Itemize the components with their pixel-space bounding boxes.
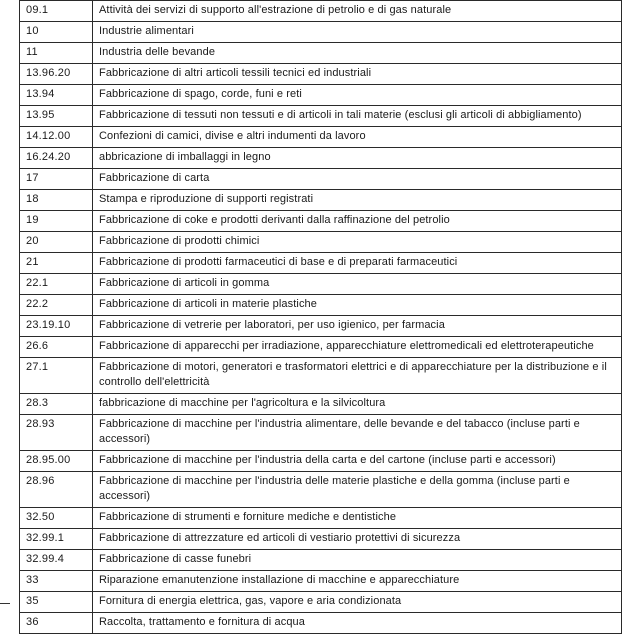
table-row xyxy=(20,106,622,127)
activity-description-cell: Fabbricazione di macchine per l'industria delle materie plastiche e della gomma (incluse parti e accessori) xyxy=(93,472,622,508)
activity-code-cell: 27.1 xyxy=(20,358,93,394)
activity-code-cell: 13.94 xyxy=(20,85,93,106)
table-row xyxy=(20,415,622,451)
activity-code-cell: 28.96 xyxy=(20,472,93,508)
table-row xyxy=(20,148,622,169)
activity-description-cell: Fabbricazione di spago, corde, funi e reti xyxy=(93,85,622,106)
table-row xyxy=(20,232,622,253)
activity-code-cell: 32.99.1 xyxy=(20,529,93,550)
activity-code-cell: 28.95.00 xyxy=(20,451,93,472)
activity-description-cell: Fabbricazione di carta xyxy=(93,169,622,190)
activity-code-cell: 22.2 xyxy=(20,295,93,316)
table-row xyxy=(20,190,622,211)
activity-code-cell: 21 xyxy=(20,253,93,274)
activity-description-cell: Riparazione emanutenzione installazione di macchine e apparecchiature xyxy=(93,571,622,592)
table-row xyxy=(20,274,622,295)
activity-description-cell: abbricazione di imballaggi in legno xyxy=(93,148,622,169)
activity-code-cell: 19 xyxy=(20,211,93,232)
activity-description-cell: Fabbricazione di coke e prodotti derivanti dalla raffinazione del petrolio xyxy=(93,211,622,232)
table-row xyxy=(20,211,622,232)
table-row xyxy=(20,394,622,415)
activity-description-cell: Fabbricazione di tessuti non tessuti e di articoli in tali materie (esclusi gli articoli di abbigliamento) xyxy=(93,106,622,127)
table-row xyxy=(20,451,622,472)
activity-code-cell: 32.50 xyxy=(20,508,93,529)
activity-description-cell: Fabbricazione di motori, generatori e trasformatori elettrici e di apparecchiature per la distribuzione e il controllo dell'elettricità xyxy=(93,358,622,394)
activity-code-cell: 14.12.00 xyxy=(20,127,93,148)
activity-description-cell: Fabbricazione di altri articoli tessili tecnici ed industriali xyxy=(93,64,622,85)
activity-code-cell: 28.3 xyxy=(20,394,93,415)
activity-code-cell: 26.6 xyxy=(20,337,93,358)
activity-description-cell: Fabbricazione di strumenti e forniture mediche e dentistiche xyxy=(93,508,622,529)
activity-description-cell: Fabbricazione di vetrerie per laboratori, per uso igienico, per farmacia xyxy=(93,316,622,337)
activity-description-cell: Raccolta, trattamento e fornitura di acqua xyxy=(93,613,622,634)
activity-code-cell: 09.1 xyxy=(20,1,93,22)
margin-mark xyxy=(0,603,10,604)
table-row xyxy=(20,337,622,358)
activity-description-cell: Fabbricazione di prodotti farmaceutici di base e di preparati farmaceutici xyxy=(93,253,622,274)
activity-code-cell: 23.19.10 xyxy=(20,316,93,337)
activity-code-cell: 28.93 xyxy=(20,415,93,451)
activity-description-cell: Stampa e riproduzione di supporti registrati xyxy=(93,190,622,211)
activity-description-cell: Fabbricazione di attrezzature ed articoli di vestiario protettivi di sicurezza xyxy=(93,529,622,550)
activity-description-cell: Fabbricazione di apparecchi per irradiazione, apparecchiature elettromedicali ed elettroterapeutiche xyxy=(93,337,622,358)
activity-description-cell: Industrie alimentari xyxy=(93,22,622,43)
activity-code-cell: 35 xyxy=(20,592,93,613)
activity-code-cell: 13.95 xyxy=(20,106,93,127)
table-row xyxy=(20,253,622,274)
table-row xyxy=(20,613,622,634)
activity-code-cell: 10 xyxy=(20,22,93,43)
activity-code-cell: 11 xyxy=(20,43,93,64)
table-row xyxy=(20,64,622,85)
table-row xyxy=(20,472,622,508)
ateco-code-table xyxy=(19,0,622,634)
table-row xyxy=(20,295,622,316)
table-row xyxy=(20,358,622,394)
table-row xyxy=(20,22,622,43)
activity-description-cell: Attività dei servizi di supporto all'estrazione di petrolio e di gas naturale xyxy=(93,1,622,22)
activity-code-cell: 17 xyxy=(20,169,93,190)
activity-description-cell: Fornitura di energia elettrica, gas, vapore e aria condizionata xyxy=(93,592,622,613)
activity-description-cell: Fabbricazione di macchine per l'industria alimentare, delle bevande e del tabacco (incluse parti e accessori) xyxy=(93,415,622,451)
activity-description-cell: Industria delle bevande xyxy=(93,43,622,64)
activity-code-cell: 22.1 xyxy=(20,274,93,295)
activity-code-cell: 36 xyxy=(20,613,93,634)
activity-description-cell: Fabbricazione di macchine per l'industria della carta e del cartone (incluse parti e accessori) xyxy=(93,451,622,472)
table-row xyxy=(20,43,622,64)
table-row xyxy=(20,316,622,337)
activity-code-cell: 32.99.4 xyxy=(20,550,93,571)
activity-code-cell: 20 xyxy=(20,232,93,253)
activity-description-cell: Fabbricazione di casse funebri xyxy=(93,550,622,571)
activity-code-cell: 33 xyxy=(20,571,93,592)
activity-description-cell: fabbricazione di macchine per l'agricoltura e la silvicoltura xyxy=(93,394,622,415)
table-body xyxy=(20,1,622,634)
activity-code-cell: 18 xyxy=(20,190,93,211)
activity-description-cell: Fabbricazione di prodotti chimici xyxy=(93,232,622,253)
activity-description-cell: Fabbricazione di articoli in materie plastiche xyxy=(93,295,622,316)
table-row xyxy=(20,1,622,22)
table-row xyxy=(20,571,622,592)
activity-description-cell: Fabbricazione di articoli in gomma xyxy=(93,274,622,295)
activity-code-cell: 13.96.20 xyxy=(20,64,93,85)
table-row xyxy=(20,85,622,106)
activity-code-cell: 16.24.20 xyxy=(20,148,93,169)
table-row xyxy=(20,127,622,148)
activity-description-cell: Confezioni di camici, divise e altri indumenti da lavoro xyxy=(93,127,622,148)
table-row xyxy=(20,508,622,529)
table-row xyxy=(20,529,622,550)
table-row xyxy=(20,169,622,190)
table-row xyxy=(20,550,622,571)
table-row xyxy=(20,592,622,613)
